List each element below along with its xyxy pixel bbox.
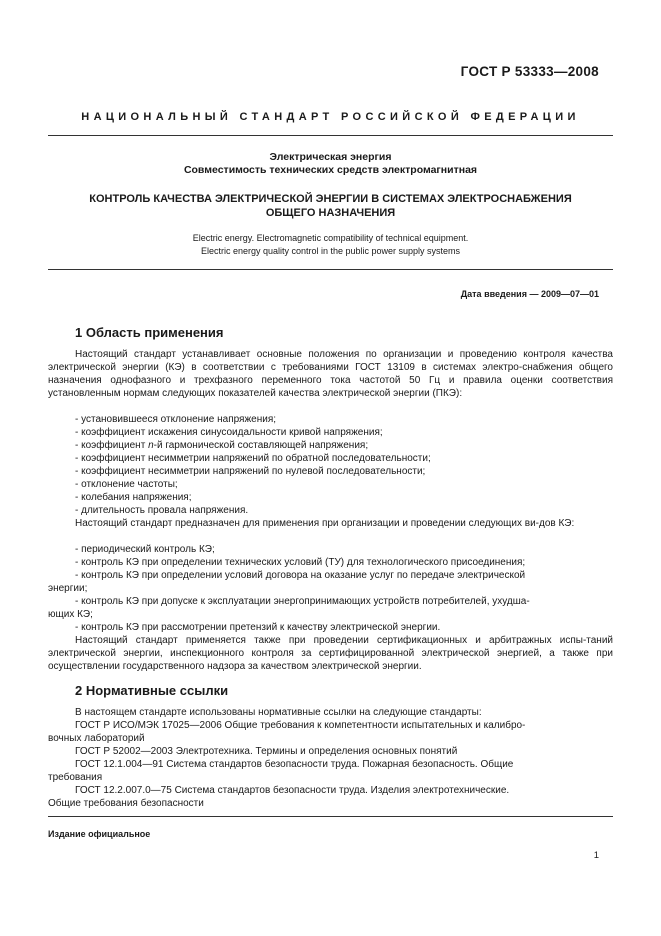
reference-item: ГОСТ Р 52002—2003 Электротехника. Термины и определения основных понятий	[75, 746, 458, 757]
introduction-date: Дата введения — 2009—07—01	[460, 289, 599, 299]
section-1-heading: 1 Область применения	[75, 325, 224, 340]
subject-line-1: Электрическая энергия	[269, 151, 392, 163]
divider	[48, 135, 613, 136]
footer-divider	[48, 816, 613, 817]
main-title-line-2: ОБЩЕГО НАЗНАЧЕНИЯ	[265, 207, 396, 219]
reference-continuation: Общие требования безопасности	[48, 798, 204, 809]
national-standard-title: НАЦИОНАЛЬНЫЙ СТАНДАРТ РОССИЙСКОЙ ФЕДЕРАЦИИ	[81, 111, 580, 123]
list-item: - установившееся отклонение напряжения;	[75, 414, 277, 425]
list-item: - коэффициент n-й гармонической составляющей напряжения;	[75, 440, 369, 451]
list-item: - периодический контроль КЭ;	[75, 544, 215, 555]
list-item: - колебания напряжения;	[75, 492, 192, 503]
subject-block	[48, 151, 613, 177]
document-code: ГОСТ Р 53333—2008	[460, 64, 599, 79]
section-2-intro: В настоящем стандарте использованы нормативные ссылки на следующие стандарты:	[75, 707, 482, 718]
divider	[48, 269, 613, 270]
list-item: - коэффициент несимметрии напряжений по нулевой последовательности;	[75, 466, 426, 477]
reference-item: ГОСТ 12.1.004—91 Система стандартов безопасности труда. Пожарная безопасность. Общие	[75, 759, 514, 770]
list-item: - контроль КЭ при определении технических условий (ТУ) для технологического присоединения;	[75, 557, 526, 568]
section-2-heading: 2 Нормативные ссылки	[75, 683, 229, 698]
list-item: - контроль КЭ при рассмотрении претензий к качеству электрической энергии.	[75, 622, 441, 633]
list-item: - коэффициент искажения синусоидальности кривой напряжения;	[75, 427, 383, 438]
subject-line-2: Совместимость технических средств электромагнитная	[183, 164, 478, 176]
main-title	[48, 192, 613, 220]
reference-item: ГОСТ 12.2.007.0—75 Система стандартов безопасности труда. Изделия электротехнические.	[75, 785, 510, 796]
english-title-line-2: Electric energy quality control in the public power supply systems	[200, 246, 461, 256]
reference-continuation: вочных лабораторий	[48, 733, 145, 744]
english-title	[48, 232, 613, 258]
english-title-line-1: Electric energy. Electromagnetic compatibility of technical equipment.	[192, 233, 469, 243]
list-item: - длительность провала напряжения.	[75, 505, 249, 516]
section-1-paragraph-3: Настоящий стандарт применяется также при проведении сертификационных и арбитражных испы-таний электрической энергии, инспекционного контроля за сертифицированной электрической энергией, а также при осуществлении государственного надзора за качеством электрической энергии.	[48, 635, 613, 672]
page-number: 1	[593, 850, 599, 861]
list-item: - отклонение частоты;	[75, 479, 178, 490]
reference-continuation: требования	[48, 772, 103, 783]
list-item: - контроль КЭ при допуске к эксплуатации энергопринимающих устройств потребителей, ухудша-	[75, 596, 530, 607]
list-item: - контроль КЭ при определении условий договора на оказание услуг по передаче электрической	[75, 570, 526, 581]
reference-item: ГОСТ Р ИСО/МЭК 17025—2006 Общие требования к компетентности испытательных и калибро-	[75, 720, 526, 731]
list-item-continuation: ющих КЭ;	[48, 609, 93, 620]
official-edition-note: Издание официальное	[48, 829, 151, 839]
main-title-line-1: КОНТРОЛЬ КАЧЕСТВА ЭЛЕКТРИЧЕСКОЙ ЭНЕРГИИ В СИСТЕМАХ ЭЛЕКТРОСНАБЖЕНИЯ	[89, 193, 572, 205]
section-1-paragraph-1: Настоящий стандарт устанавливает основные положения по организации и проведению контроля качества электрической энергии (КЭ) в соответствии с требованиями ГОСТ 13109 в системах электро-снабжения общего назначения однофазного и трехфазного переменного тока частотой 50 Гц и правила оценки соответствия установленным нормам следующих показателей качества электрической энергии (ПКЭ):	[48, 349, 613, 399]
list-item-continuation: энергии;	[48, 583, 88, 594]
section-1-paragraph-2: Настоящий стандарт предназначен для применения при организации и проведении следующих ви-дов КЭ:	[75, 518, 575, 529]
list-item: - коэффициент несимметрии напряжений по обратной последовательности;	[75, 453, 431, 464]
